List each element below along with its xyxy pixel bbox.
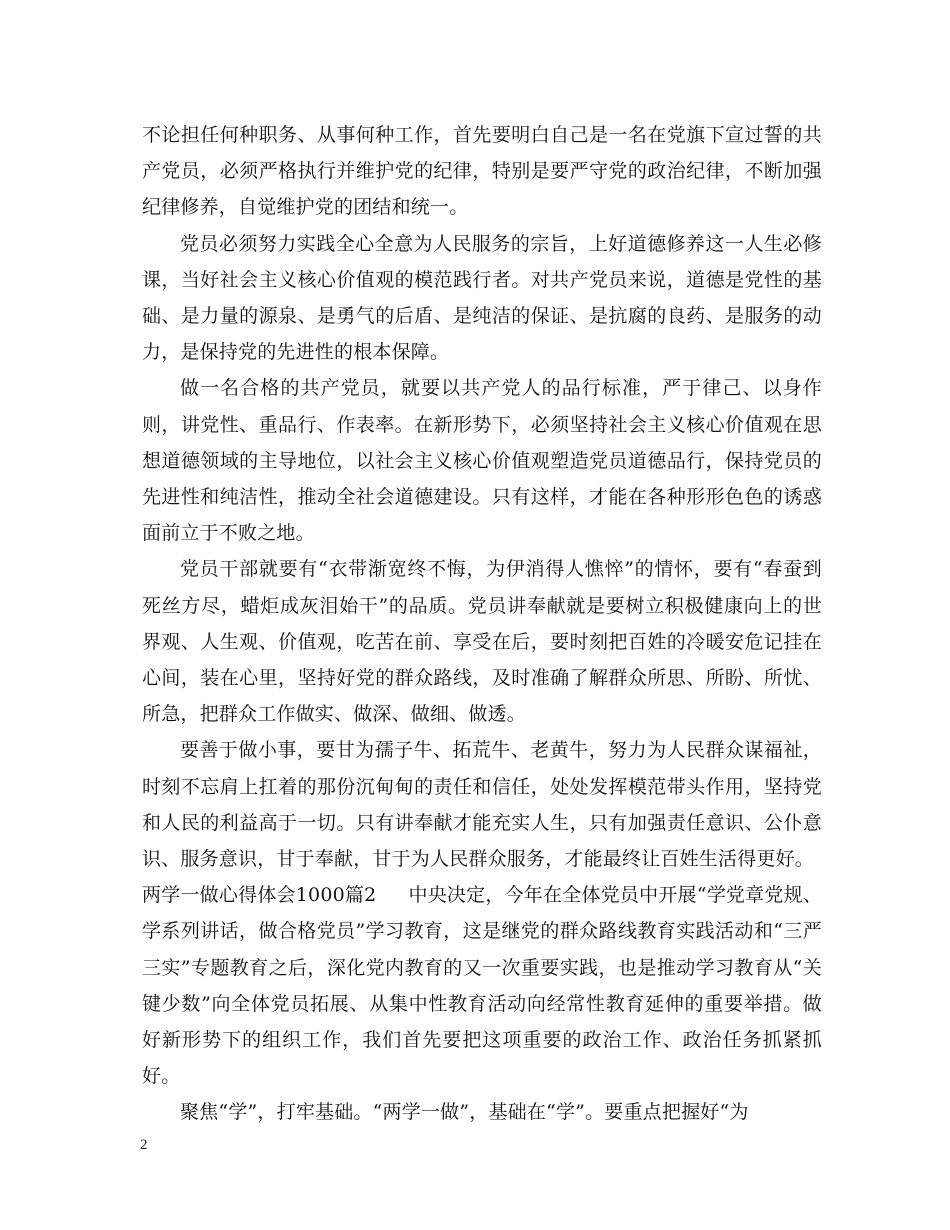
paragraph-5: 要善于做小事，要甘为孺子牛、拓荒牛、老黄牛，努力为人民群众谋福祉，时刻不忘肩上扛着的那份沉甸甸的责任和信任，处处发挥模范带头作用，坚持党和人民的利益高于一切。只有讲奉献才能充实人生，只有加强责任意识、公仆意识、服务意识，甘于奉献，甘于为人民群众服务，才能最终让百姓生活得更好。 xyxy=(142,739,822,871)
section-text: 中央决定，今年在全体党员中开展“学党章党规、学系列讲话，做合格党员”学习教育，这是继党的群众路线教育实践活动和“三严三实”专题教育之后，深化党内教育的又一次重要实践，也是推动学习教育从“关键少数”向全体党员拓展、从集中性教育活动向经常性教育延伸的重要举措。做好新形势下的组织工作，我们首先要把这项重要的政治工作、政治任务抓紧抓好。 xyxy=(142,884,822,1088)
document-body xyxy=(142,117,822,1131)
paragraph-2: 党员必须努力实践全心全意为人民服务的宗旨，上好道德修养这一人生必修课，当好社会主义核心价值观的模范践行者。对共产党员来说，道德是党性的基础、是力量的源泉、是勇气的后盾、是纯洁的保证、是抗腐的良药、是服务的动力，是保持党的先进性的根本保障。 xyxy=(142,232,822,364)
page-number: 2 xyxy=(140,1137,148,1153)
section-paragraph xyxy=(142,877,822,1094)
paragraph-7: 聚焦“学”，打牢基础。“两学一做”，基础在“学”。要重点把握好“为 xyxy=(180,1101,749,1124)
section-heading: 两学一做心得体会1000篇2 xyxy=(142,884,377,907)
paragraph-4: 党员干部就要有“衣带渐宽终不悔，为伊消得人憔悴”的情怀，要有“春蚕到死丝方尽，蜡炬成灰泪始干”的品质。党员讲奉献就是要树立积极健康向上的世界观、人生观、价值观，吃苦在前、享受在后，要时刻把百姓的冷暖安危记挂在心间，装在心里，坚持好党的群众路线，及时准确了解群众所思、所盼、所忧、所急，把群众工作做实、做深、做细、做透。 xyxy=(142,558,822,726)
paragraph-1: 不论担任何种职务、从事何种工作，首先要明白自己是一名在党旗下宣过誓的共产党员，必须严格执行并维护党的纪律，特别是要严守党的政治纪律，不断加强纪律修养，自觉维护党的团结和统一。 xyxy=(142,124,822,219)
paragraph-3: 做一名合格的共产党员，就要以共产党人的品行标准，严于律己、以身作则，讲党性、重品行、作表率。在新形势下，必须坚持社会主义核心价值观在思想道德领域的主导地位，以社会主义核心价值观塑造党员道德品行，保持党员的先进性和纯洁性，推动全社会道德建设。只有这样，才能在各种形形色色的诱惑面前立于不败之地。 xyxy=(142,377,822,545)
